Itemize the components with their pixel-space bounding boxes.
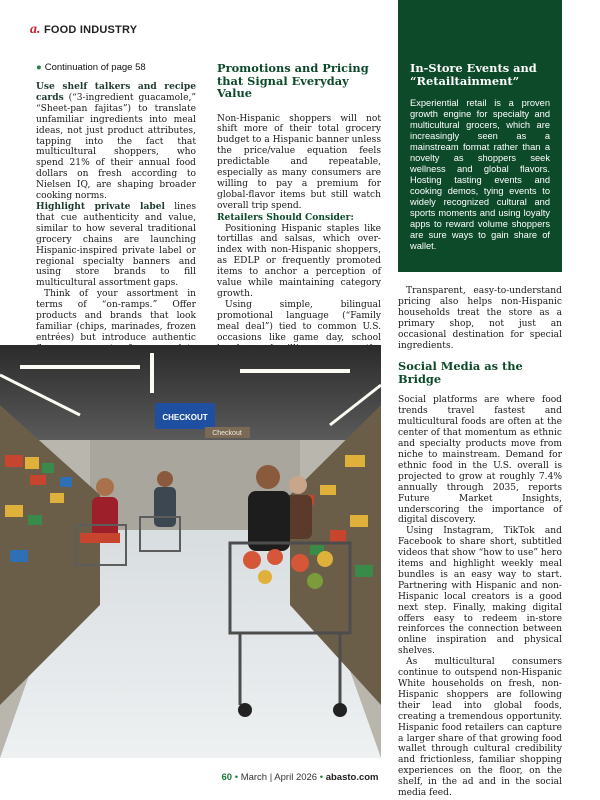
sidebar-heading: In-Store Events and “Retailtainment”: [410, 61, 537, 88]
column-2: [217, 62, 381, 365]
col1-text-2: lines that cue authenticity and value, similar to how several traditional grocery chains are launching Hispanic-inspired private label or regional specialty banners and using store brands to fill multicultural assortment gaps.: [36, 201, 196, 289]
checkout-sign: CHECKOUT: [162, 413, 208, 422]
continuation-note: [36, 62, 146, 73]
column-3: [398, 286, 562, 799]
column-1: [36, 82, 196, 366]
col3-paragraph-2: Social platforms are where food trends travel fastest and multicultural foods are often at the center of that momentum as ethnic and specialty products move from niche to mainstream. Demand for ethnic food in the U.S. overall is projected to grow at roughly 7.4% annually through 2035, reports Future Market Insights, underscoring the importance of digital discovery.: [398, 395, 562, 526]
col2-heading: Promotions and Pricing that Signal Everyday Value: [217, 61, 369, 100]
footer-separator-1: •: [234, 772, 241, 783]
page-footer: [0, 772, 600, 783]
col1-paragraph-3: Think of your assortment in terms of “on-ramps.” Offer products and brands that look familiar (chips, marinades, frozen entrées) but introduce authentic: [36, 289, 196, 343]
footer-separator-2: •: [319, 772, 326, 783]
col1-lead-1: Use shelf talkers and recipe cards: [36, 81, 196, 103]
site-link[interactable]: abasto.com: [325, 772, 379, 783]
col3-paragraph-3: Using Instagram, TikTok and Facebook to share short, subtitled videos that show “how to use” hero items and highlight weekly meal bundles is an easy way to start. Partnering with Hispanic and non-Hispanic local creators is a good next step. Finally, making digital offers easy to redeem in-store reinforces the connection between online inspiration and physical shelves.: [398, 526, 562, 657]
sidebar-box: [398, 10, 562, 272]
col1-lead-2: Highlight private label: [36, 200, 165, 212]
sidebar-body: Experiential retail is a proven growth engine for specialty and multicultural grocers, which are increasingly seen as a mainstream format rather than a novelty as shoppers seek wellness and global flavors. Hosting tasting events and cooking demos, tying events to widely recognized cultural and sports moments and using loyalty apps to reward volume shoppers are sure ways to gain share of wallet.: [410, 98, 550, 251]
col3-paragraph-4: As multicultural consumers continue to outspend non-Hispanic White households on fresh, non-Hispanic shoppers are following their lead into global foods, creating a tremendous opportunity. Hispanic food retailers can capture a larger share of that growing food wallet through cultural credibility and frictionless, familiar shopping experiences on the floor, on the shelf, in the ad and in the social media feed.: [398, 657, 562, 799]
section-label: FOOD INDUSTRY: [44, 24, 138, 36]
supermarket-photo: [0, 345, 381, 758]
col2-subhead: Retailers Should Consider:: [217, 211, 354, 223]
magazine-logo: a.: [30, 22, 41, 37]
col2-paragraph-1: Non-Hispanic shoppers will not shift more of their total grocery budget to a Hispanic banner unless the price/value equation feels predictable and repeatable, especially as many consumers are willing to pay a premium for global-flavor items but still watch overall trip spend.: [217, 113, 381, 211]
col1-paragraph-2: [36, 202, 196, 289]
checkout-sign-2: Checkout: [212, 430, 242, 437]
continuation-text: Continuation of page 58: [44, 62, 146, 73]
header-green-strip: [398, 0, 562, 10]
page-number: 60: [221, 772, 233, 783]
col2-paragraph-3: Using simple, bilingual promotional language (“Family meal deal”) tied to common U.S. occasions like game day, school: [217, 299, 381, 343]
col3-paragraph-1: Transparent, easy-to-understand pricing also helps non-Hispanic households treat the store as a primary shop, not just an occasional destination for special ingredients.: [398, 286, 562, 351]
col2-paragraph-2: Positioning Hispanic staples like tortillas and salsas, which over-index with non-Hispanic shoppers, as EDLP or frequently promoted items to anchor a perception of value while maintaining category growth.: [217, 223, 381, 299]
issue-date: March | April 2026: [240, 772, 318, 783]
bullet-icon: ●: [36, 62, 42, 73]
col3-heading: Social Media as the Bridge: [398, 359, 523, 386]
col1-paragraph-1: [36, 82, 196, 202]
col1-text-1: (“3-ingredient guacamole,” “Sheet-pan fajitas”) to translate unfamiliar ingredients into meal ideas, not just product attributes, tapping into the fact that multicultural shoppers, who spend 21% of their annual food dollars on fresh according to Nielsen IQ, are shaping broader cooking norms.: [36, 92, 196, 202]
